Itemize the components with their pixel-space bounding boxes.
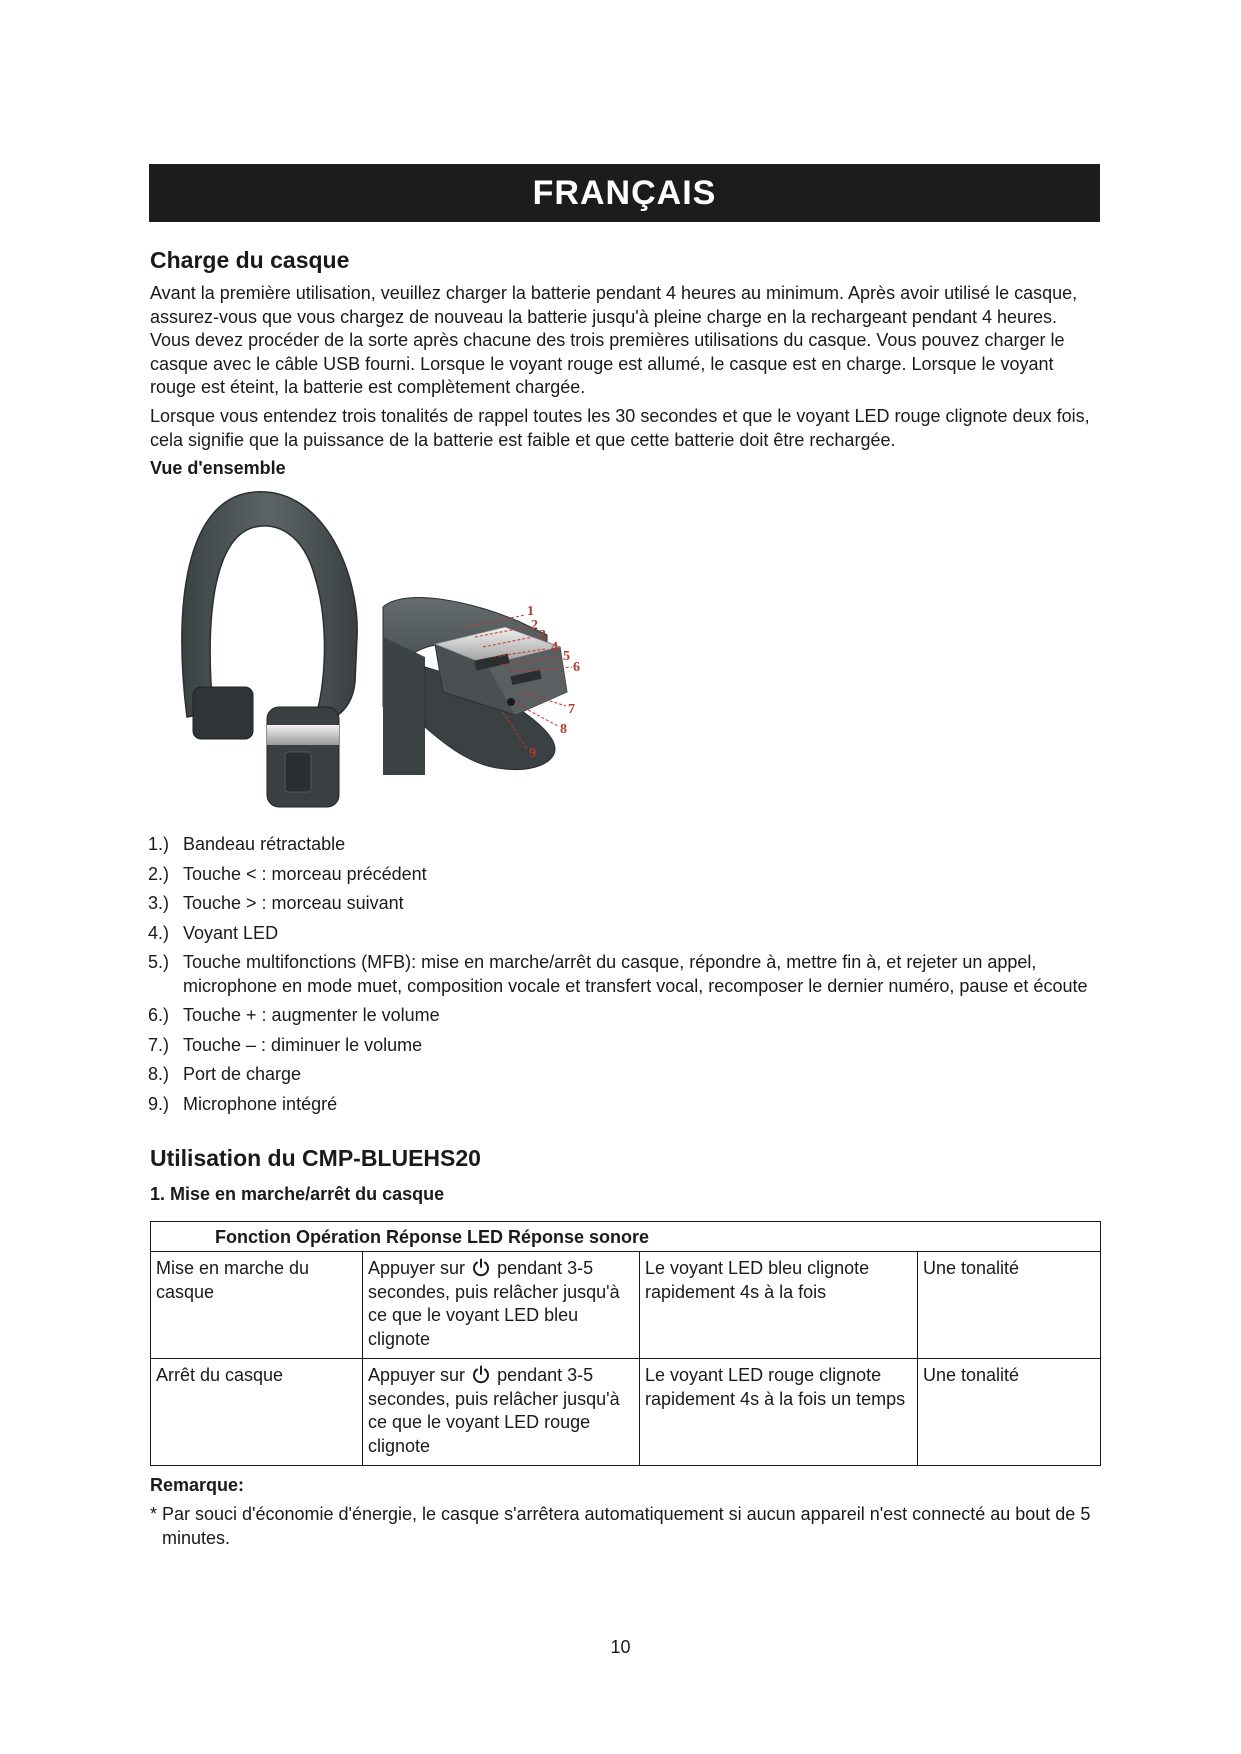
headset-full-view (182, 492, 357, 807)
table-row (151, 1359, 1101, 1466)
feature-list (148, 833, 1098, 1122)
feature-text: Touche > : morceau suivant (183, 893, 404, 913)
usage-heading: Utilisation du CMP-BLUEHS20 (150, 1145, 481, 1171)
feature-item (148, 1004, 1098, 1028)
callout-3: 3 (539, 628, 546, 643)
operation-text-after: pendant 3-5 secondes, puis relâcher jusqu'à ce que le voyant LED rouge clignote (368, 1365, 620, 1456)
remark-note (150, 1503, 1100, 1550)
feature-text: Touche multifonctions (MFB): mise en marche/arrêt du casque, répondre à, mettre fin à, et rejeter un appel, microphone en mode muet, composition vocale et transfert vocal, recomposer le dernier numéro, pause et écoute (183, 952, 1088, 996)
function-cell: Mise en marche du casque (151, 1252, 363, 1359)
feature-text: Touche < : morceau précédent (183, 863, 427, 884)
usage-subheading: 1. Mise en marche/arrêt du casque (150, 1184, 445, 1204)
remark-bullet: * (150, 1504, 158, 1524)
callout-8: 8 (560, 722, 567, 737)
operation-cell (363, 1252, 640, 1359)
feature-number: 4.) (148, 922, 170, 943)
callout-2: 2 (531, 618, 538, 633)
callout-6: 6 (573, 660, 580, 675)
callout-4: 4 (551, 640, 558, 655)
feature-number: 8.) (148, 1064, 170, 1084)
headset-illustration (175, 487, 795, 825)
feature-number: 2.) (148, 863, 170, 884)
sound-response-cell: Une tonalité (918, 1359, 1101, 1466)
feature-text: Microphone intégré (183, 1093, 338, 1114)
feature-item (148, 892, 1098, 916)
callout-9: 9 (529, 746, 536, 761)
feature-number: 3.) (148, 893, 170, 913)
overview-heading: Vue d'ensemble (150, 458, 286, 478)
feature-item (148, 1034, 1098, 1058)
table-header-cell (151, 1222, 1101, 1252)
led-response-cell: Le voyant LED bleu clignote rapidement 4s à la fois (640, 1252, 918, 1359)
callout-5: 5 (563, 649, 570, 664)
table-row (151, 1252, 1101, 1359)
feature-item (148, 863, 1098, 887)
callout-7: 7 (568, 702, 575, 717)
feature-number: 7.) (148, 1034, 170, 1055)
headset-figure (175, 487, 795, 825)
feature-item (148, 951, 1098, 998)
language-banner (149, 164, 1100, 222)
sound-response-cell: Une tonalité (918, 1252, 1101, 1359)
charging-paragraph-2: Lorsque vous entendez trois tonalités de rappel toutes les 30 secondes et que le voyant LED rouge clignote deux fois, cela signifie que la puissance de la batterie est faible et que cette batterie doit être rechargée. (150, 406, 1090, 450)
page-number: 10 (610, 1637, 631, 1657)
table-header-row (151, 1222, 1101, 1252)
operation-cell (363, 1359, 640, 1466)
led-response-cell: Le voyant LED rouge clignote rapidement 4s à la fois un temps (640, 1359, 918, 1466)
power-icon (472, 1258, 490, 1277)
feature-text: Voyant LED (183, 922, 279, 943)
headset-control-closeup (383, 598, 567, 775)
feature-item (148, 1093, 1098, 1117)
charging-heading: Charge du casque (150, 247, 350, 273)
callout-1: 1 (527, 604, 534, 619)
feature-text: Touche + : augmenter le volume (183, 1005, 440, 1025)
feature-text: Bandeau rétractable (183, 834, 346, 854)
power-operations-table (150, 1221, 1101, 1466)
feature-text: Touche – : diminuer le volume (183, 1034, 423, 1055)
operation-text-after: pendant 3-5 secondes, puis relâcher jusqu'à ce que le voyant LED bleu clignote (368, 1258, 620, 1349)
feature-item (148, 1063, 1098, 1087)
feature-item (148, 922, 1098, 946)
table-header-text: Fonction Opération Réponse LED Réponse sonore (215, 1227, 650, 1247)
banner-title: FRANÇAIS (532, 173, 717, 212)
operation-text-before: Appuyer sur (368, 1258, 466, 1278)
remark-title: Remarque: (150, 1475, 245, 1495)
function-cell: Arrêt du casque (151, 1359, 363, 1466)
charging-paragraph-1: Avant la première utilisation, veuillez charger la batterie pendant 4 heures au minimum. Après avoir utilisé le casque, assurez-vous que vous chargez de nouveau la batterie jusqu'à pleine charge en la rechargeant pendant 4 heures. Vous devez procéder de la sorte après chacune des trois premières utilisations du casque. Vous pouvez charger le casque avec le câble USB fourni. Lorsque le voyant rouge est allumé, le casque est en charge. Lorsque le voyant rouge est éteint, la batterie est complètement chargée. (150, 283, 1078, 397)
feature-item (148, 833, 1098, 857)
feature-text: Port de charge (183, 1064, 302, 1084)
feature-number: 6.) (148, 1005, 170, 1025)
feature-number: 5.) (148, 952, 170, 972)
feature-number: 1.) (148, 834, 170, 854)
operation-text-before: Appuyer sur (368, 1365, 466, 1385)
remark-text: Par souci d'économie d'énergie, le casque s'arrêtera automatiquement si aucun appareil n'est connecté au bout de 5 minutes. (162, 1504, 1091, 1548)
power-icon (472, 1365, 490, 1384)
feature-number: 9.) (148, 1093, 170, 1114)
